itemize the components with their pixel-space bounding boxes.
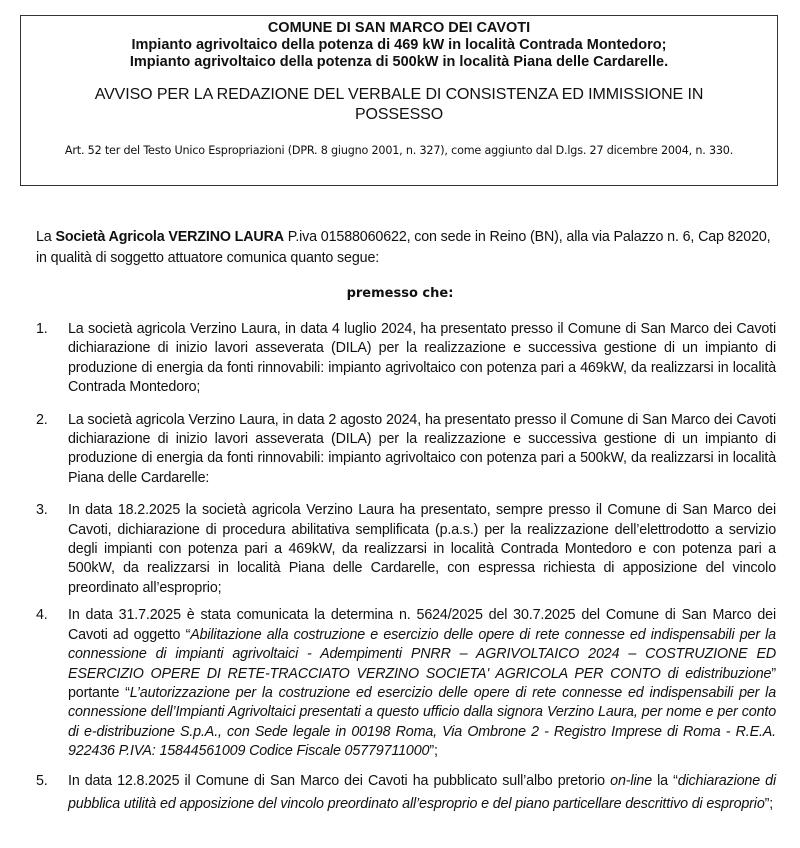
determina-subject: Abilitazione alla costruzione e esercizio delle opere di rete connesse ed indispensabili per la connessione di impianti agrivoltaici - Adempimenti PNRR – AGRIVOLTAICO 2024 – COSTRUZIONE ED ESERCIZIO OPERE DI RETE-TRACCIATO VERZINO SOCIETA' AGRICOLA PER CONTO di edistribuzione: [68, 626, 776, 682]
intro-rest: P.iva 01588060622, con sede in Reino (BN), alla via Palazzo n. 6, Cap 82020, in qualità di soggetto attuatore comunica quanto segue:: [36, 229, 771, 266]
list-number: 3.: [36, 502, 48, 519]
declaration-quote: dichiarazione di pubblica utilità ed apposizione del vincolo preordinato all’esproprio e del piano particellare descrittivo di esproprio: [68, 772, 776, 812]
list-item-text: la “: [652, 772, 678, 789]
list-item: [36, 606, 776, 761]
notice-heading: AVVISO PER LA REDAZIONE DEL VERBALE DI CONSISTENZA ED IMMISSIONE IN POSSESSO: [94, 86, 704, 123]
legal-reference: Art. 52 ter del Testo Unico Espropriazioni (DPR. 8 giugno 2001, n. 327), come aggiunto dal D.lgs. 27 dicembre 2004, n. 330.: [64, 144, 734, 157]
list-number: 1.: [36, 321, 48, 337]
list-number: 2.: [36, 411, 48, 428]
list-item: [36, 770, 776, 816]
list-item: [36, 501, 776, 598]
list-number: 5.: [36, 772, 48, 789]
intro-prefix: La: [36, 229, 56, 245]
authorization-quote: L’autorizzazione per la costruzione ed esercizio delle opere di rete connesse ed indispensabili per la connessione dell’Impianti Agrivoltaici presentati a questo ufficio dalla signora Verzino Laura, per nome e per conto di e-distribuzione S.p.A., con Sede legale in 00198 Roma, Via Ombrone 2 - Registro Imprese di Roma - R.E.A. 922436 P.IVA: 15844561009 Codice Fiscale 05779711000: [68, 684, 776, 760]
premises-list: [36, 320, 776, 816]
online-term: on-line: [610, 772, 653, 789]
intro-paragraph: [36, 227, 781, 269]
list-item-text: ” portante “: [68, 665, 776, 701]
municipality-title: COMUNE DI SAN MARCO DEI CAVOTI: [267, 20, 531, 36]
premesso-heading: premesso che:: [346, 286, 454, 301]
notice-header-box: [20, 15, 778, 186]
list-item-text: In data 12.8.2025 il Comune di San Marco dei Cavoti ha pubblicato sull’albo pretorio: [68, 772, 611, 789]
company-name: Società Agricola VERZINO LAURA: [55, 229, 284, 245]
list-item: [36, 411, 776, 489]
list-item-text: In data 31.7.2025 è stata comunicata la determina n. 5624/2025 del 30.7.2025 del Comune di San Marco dei Cavoti ad oggetto “: [68, 607, 776, 643]
list-item-text: In data 18.2.2025 la società agricola Verzino Laura ha presentato, sempre presso il Comune di San Marco dei Cavoti, dichiarazione di procedura abilitativa semplificata (p.a.s.) per la realizzazione dell’elettrodotto a servizio degli impianti con potenza pari a 469kW, da realizzarsi in località Contrada Montedoro e con potenza pari a 500kW, da realizzarsi in località Piana delle Cardarelle, con espressa richiesta di apposizione del vincolo preordinato all’esproprio;: [68, 502, 776, 596]
list-item-text: ”;: [764, 795, 774, 812]
list-item-text: La società agricola Verzino Laura, in data 2 agosto 2024, ha presentato presso il Comune di San Marco dei Cavoti dichiarazione di inizio lavori asseverata (DILA) per la realizzazione e successiva gestione di un impianto di produzione di energia da fonti rinnovabili: impianto agrivoltaico con potenza pari a 500kW, da realizzarsi in località Piana delle Cardarelle:: [68, 411, 776, 486]
list-number: 4.: [36, 607, 48, 624]
list-item-text: La società agricola Verzino Laura, in data 4 luglio 2024, ha presentato presso il Comune di San Marco dei Cavoti dichiarazione di inizio lavori asseverata (DILA) per la realizzazione e successiva gestione di un impianto di produzione di energia da fonti rinnovabili: impianto agrivoltaico con potenza pari a 469kW, da realizzarsi in località Contrada Montedoro;: [68, 321, 776, 396]
plant-subtitle-1: Impianto agrivoltaico della potenza di 469 kW in località Contrada Montedoro;: [131, 37, 667, 53]
plant-subtitle-2: Impianto agrivoltaico della potenza di 500kW in località Piana delle Cardarelle.: [129, 54, 669, 70]
list-item: [36, 320, 776, 398]
list-item-text: ”;: [429, 743, 438, 760]
